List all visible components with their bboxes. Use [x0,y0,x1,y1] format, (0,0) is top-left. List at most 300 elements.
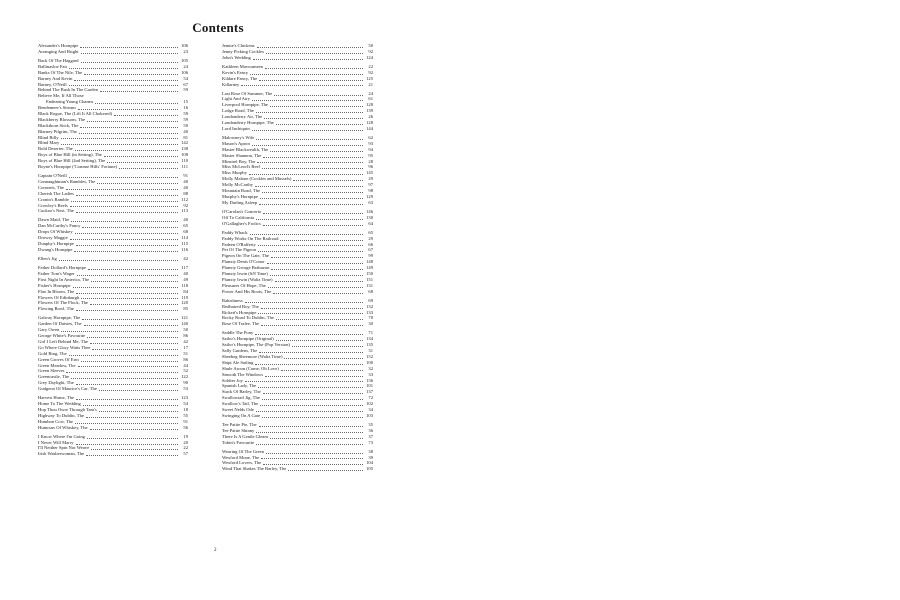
toc-entry-page: 62 [368,135,373,141]
toc-entry-page: 81 [183,134,188,140]
toc-entry-title: Arranging And Bright [38,48,79,54]
toc-group [222,449,373,473]
toc-entry-title: I'll Neither Spin Nor Weave [38,445,90,451]
toc-entry-page: 113 [181,208,188,214]
toc-dot-leader [99,385,178,391]
toc-entry-title: Harvest Home, The [38,395,75,401]
toc-entry-page: 29 [368,176,373,182]
toc-entry[interactable] [222,413,373,419]
toc-entry-page: 151 [366,276,373,282]
toc-entry-title: Barney, O'Neill [38,81,67,87]
toc-entry-page: 119 [181,294,188,300]
toc-entry-page: 128 [366,120,373,126]
toc-entry-title: Miss Murphy [222,170,247,176]
toc-entry[interactable] [222,200,373,206]
toc-entry-page: 40 [183,184,188,190]
toc-entry-title: Garden Of Daisies, The [38,321,82,327]
toc-entry-title: Boys of Blue Hill (in Setting), The [38,152,102,158]
toc-dot-leader [76,207,178,213]
toc-entry-page: 129 [366,193,373,199]
toc-entry-page: 105 [181,57,188,63]
toc-group [38,256,188,262]
toc-entry-title: Girl I Left Behind Me, The [38,338,88,344]
toc-entry-page: 108 [181,152,188,158]
toc-entry-title: I Know Where I'm Going [38,433,85,439]
toc-entry-page: 92 [368,69,373,75]
toc-dot-leader [90,424,178,430]
toc-group [38,395,188,430]
toc-entry-title: Father Tom's Wager [38,270,75,276]
toc-entry-page: 50 [183,327,188,333]
toc-entry-title: Irish Washerwoman, The [38,451,85,457]
toc-group [38,173,188,214]
toc-entry-title: Molly Malone (Cockles and Mussels) [222,176,292,182]
toc-entry-page: 110 [181,158,188,164]
left-column [38,43,188,460]
toc-group [38,218,188,253]
toc-entry-title: Power And His Boots, The [222,288,272,294]
toc-entry-page: 57 [183,451,188,457]
toc-entry-page: 21 [368,81,373,87]
toc-entry-page: 150 [366,270,373,276]
toc-dot-leader [261,320,363,326]
toc-entry-title: Flowing Bowl, The [38,306,74,312]
toc-entry-page: 115 [181,241,188,247]
toc-entry-title: Banks Of The Nile, The [38,69,83,75]
toc-entry-title: Last Rose Of Summer, The [222,90,273,96]
toc-dot-leader [262,412,363,418]
toc-group [222,64,373,88]
toc-entry-page: 56 [183,424,188,430]
toc-entry-title: Blind Mary [38,140,60,146]
toc-entry-page: 100 [366,359,373,365]
toc-entry-title: Rickett's Hornpipe [222,309,257,315]
toc-entry-title: Liverpool Hornpipe, The [222,102,268,108]
toc-entry-page: 33 [368,371,373,377]
toc-entry-page: 118 [181,282,188,288]
toc-entry-title: Wexford Mone, The [222,454,260,460]
toc-entry-title: Green Groves Of Erin [38,356,79,362]
toc-entry-title: Planxty Irwin (Waltz Time) [222,276,273,282]
toc-entry-page: 132 [366,303,373,309]
toc-group [38,43,188,55]
toc-group [222,135,373,206]
toc-entry-page: 18 [183,406,188,412]
toc-group [222,230,373,295]
toc-entry-title: Stack Of Barley, The [222,389,261,395]
toc-entry-title: Planxty Denis O'Conor [222,259,265,265]
toc-entry-page: 122 [181,374,188,380]
toc-entry-page: 114 [181,235,188,241]
toc-entry-title: Green Sleeves [38,368,65,374]
toc-entry-page: 50 [183,122,188,128]
toc-entry-title: There Is A Gentle Gleam [222,433,268,439]
toc-entry-title: Master Shannon, The [222,152,262,158]
toc-entry-title: Paddy Whack [222,229,248,235]
toc-entry-page: 28 [368,158,373,164]
toc-entry-page: 86 [183,356,188,362]
toc-entry-title: Boyne's Hornpipe ('Comme Hills' Fortune) [38,163,118,169]
toc-entry-title: Londonderry Hornpipe, The [222,120,274,126]
toc-entry-title: Captain O'Neill [38,173,67,179]
toc-entry-title: First Night In America, The [38,276,90,282]
toc-group [38,58,188,170]
toc-entry-title: Soldier Joy [222,377,243,383]
toc-entry-page: 106 [181,69,188,75]
toc-entry-page: 65 [183,223,188,229]
toc-dot-leader [241,80,363,86]
toc-entry-title: My Darling Asleep [222,199,258,205]
toc-entry-page: 73 [368,439,373,445]
toc-entry-page: 106 [181,42,188,48]
toc-entry[interactable] [222,126,373,132]
toc-entry-page: 51 [183,350,188,356]
toc-entry-title: Swallow's Tail, The [222,401,259,407]
toc-entry-title: Miss McLeod's Reel [222,164,260,170]
toc-entry-title: Sweet Nelds Ode [222,406,254,412]
toc-entry-title: Lodge Road, The [222,108,254,114]
toc-entry-title: Shipt Ale Sailing [222,359,254,365]
toc-entry-page: 40 [183,128,188,134]
toc-entry-page: 52 [183,368,188,374]
toc-entry-page: 32 [368,365,373,371]
toc-entry-page: 152 [366,353,373,359]
toc-entry-title: Gary Owen [38,327,60,333]
toc-dot-leader [86,450,178,456]
toc-entry-title: Tee Pattie Shinny [222,427,255,433]
toc-entry-page: 63 [368,199,373,205]
toc-entry-title: Paddy Works On The Railroad [222,235,279,241]
toc-entry-page: 88 [183,190,188,196]
toc-dot-leader [256,439,363,445]
page-number: 2 [214,548,217,553]
toc-entry-title: Mason's Apron [222,140,250,146]
toc-entry-page: 111 [181,163,188,169]
toc-entry-page: 85 [183,306,188,312]
toc-entry-page: 68 [368,288,373,294]
toc-group [38,265,188,312]
toc-entry-page: 34 [368,406,373,412]
toc-entry-title: Sailor's Hornpipe, The (Pop Version) [222,342,290,348]
toc-entry[interactable] [222,82,373,88]
toc-entry-page: 91 [183,418,188,424]
toc-entry-page: 39 [368,454,373,460]
toc-entry-title: Malowney's Wife [222,135,255,141]
toc-entry-title: Rose Of Tralee, The [222,321,260,327]
toc-entry-page: 139 [366,108,373,114]
toc-entry-page: 44 [183,362,188,368]
toc-entry-page: 130 [366,214,373,220]
toc-entry-title: Drops Of Whiskey [38,229,73,235]
toc-entry-title: Padeen O'Rafferty [222,241,256,247]
toc-entry-page: 93 [368,140,373,146]
toc-entry[interactable] [222,440,373,446]
toc-entry-title: Lord Inchiquin [222,125,250,131]
toc-entry[interactable] [38,256,188,262]
toc-entry[interactable] [38,49,188,55]
toc-entry-title: Londonderry Air, The [222,114,263,120]
toc-entry-page: 19 [183,433,188,439]
toc-dot-leader [74,246,178,252]
toc-entry-page: 91 [183,173,188,179]
toc-entry[interactable] [38,451,188,457]
toc-entry-page: 53 [183,386,188,392]
toc-entry-page: 96 [368,164,373,170]
toc-entry-title: Tee Pattie Pie, The [222,421,257,427]
toc-entry-page: 149 [366,265,373,271]
toc-entry-page: 131 [366,282,373,288]
toc-entry[interactable] [38,164,188,170]
toc-entry[interactable] [38,208,188,214]
toc-entry-title: Shule Aroon (Come, Oh Love) [222,365,279,371]
toc-entry-page: 121 [181,315,188,321]
toc-entry-page: 42 [183,256,188,262]
toc-dot-leader [259,199,363,205]
toc-entry-title: Mountain Road, The [222,188,261,194]
toc-entry-title: Grey Daylight, The [38,380,74,386]
toc-entry-title: Wind That Shakes The Barley, The [222,466,287,472]
toc-entry-title: Behind The Bush In The Garden [38,87,98,93]
toc-entry-page: 148 [366,259,373,265]
toc-entry[interactable] [38,306,188,312]
toc-entry-title: Murphy's Hornpipe [222,193,258,199]
toc-entry-page: 35 [368,421,373,427]
toc-entry-page: 116 [181,246,188,252]
toc-entry-title: Planxty Irwin (6/8 Time) [222,270,268,276]
toc-entry-title: Dawn Maid, The [38,217,70,223]
toc-entry-page: 23 [183,48,188,54]
toc-group [222,422,373,446]
toc-entry-page: 144 [366,125,373,131]
toc-entry-page: 22 [368,63,373,69]
toc-entry-title: Off To California [222,214,254,220]
toc-entry[interactable] [38,425,188,431]
toc-entry-title: Wearing Of The Green [222,448,265,454]
toc-dot-leader [252,125,363,131]
toc-entry-page: 94 [368,146,373,152]
toc-entry[interactable] [222,55,373,61]
toc-entry-page: 65 [368,229,373,235]
toc-entry-page: 55 [183,412,188,418]
toc-group [222,330,373,418]
toc-entry-title: Galway Hornpipe, The [38,315,81,321]
toc-entry[interactable] [222,221,373,227]
toc-group [38,315,188,392]
toc-entry-title: Alexander's Hornpipe [38,42,79,48]
toc-dot-leader [288,465,363,471]
toc-entry-page: 146 [366,208,373,214]
toc-dot-leader [119,163,178,169]
toc-entry-title: Crowley's Reels [38,202,68,208]
toc-entry-page: 66 [368,241,373,247]
toc-entry-title: Pleasures Of Hope, The [222,282,266,288]
toc-entry-title: John's Wedding [222,54,251,60]
toc-entry-title: Swinging On A Gate [222,412,261,418]
toc-entry-page: 40 [183,270,188,276]
toc-entry-page: 112 [181,196,188,202]
toc-entry-page: 17 [183,344,188,350]
toc-entry-page: 54 [183,401,188,407]
toc-entry-title: Endearing Young Charms [46,99,94,105]
toc-entry-title: Father Dollard's Hornpipe [38,265,87,271]
toc-entry-page: 42 [183,338,188,344]
right-column [222,43,373,475]
toc-entry-page: 67 [183,81,188,87]
toc-entry-page: 128 [366,102,373,108]
toc-entry-title: Smooth The Windows [222,371,263,377]
toc-entry-page: 124 [366,54,373,60]
toc-entry-page: 70 [368,315,373,321]
toc-entry-title: Boys of Blue Hill (2nd Setting), The [38,158,106,164]
toc-entry-title: Jennie's Chickens [222,42,255,48]
toc-group [222,298,373,327]
toc-entry-title: Rakishness [222,297,243,303]
toc-group [38,434,188,458]
toc-entry-title: Coronets, The [38,184,64,190]
toc-entry-title: Swallowtail Jig, The [222,395,260,401]
toc-group [222,43,373,61]
toc-entry[interactable] [38,247,188,253]
toc-entry-title: Saddle The Pony [222,330,254,336]
toc-entry-page: 54 [183,75,188,81]
toc-entry-page: 92 [368,48,373,54]
toc-entry-title: Humours Of Whiskey, The [38,424,88,430]
toc-entry-title: Gold Ring, The [38,350,67,356]
toc-entry-title: Kildare Fancy, The [222,75,258,81]
toc-entry-title: Kathleen Mavourneen [222,63,263,69]
toc-entry-title: Cronin's Ramble [38,196,69,202]
toc-entry-page: 31 [368,348,373,354]
toc-entry-page: 30 [368,321,373,327]
toc-entry-page: 92 [183,202,188,208]
toc-entry-page: 90 [183,380,188,386]
toc-entry-page: 117 [181,265,188,271]
toc-entry-title: Flowers Of The Flock, The [38,300,88,306]
toc-entry-title: Dwang's Hornpipe [38,246,73,252]
toc-entry-page: 24 [183,63,188,69]
toc-entry-title: Highway To Dublin, The [38,412,84,418]
toc-entry-title: Jenny Picking Cockles [222,48,264,54]
toc-entry[interactable] [38,386,188,392]
toc-entry-title: Believe Me, If All Those [38,93,84,99]
toc-entry-title: Greencastle, The [38,374,70,380]
toc-entry-title: Tobin's Favourite [222,439,255,445]
toc-entry-page: 102 [366,401,373,407]
toc-entry-page: 59 [183,110,188,116]
toc-entry-title: Dunphy's Hornpipe [38,241,74,247]
toc-entry-page: 133 [366,309,373,315]
toc-dot-leader [100,86,178,92]
toc-entry-title: Light And Airy [222,96,251,102]
toc-dot-leader [81,48,178,54]
toc-entry-title: Cuckoo's Nest, The [38,208,74,214]
toc-entry-title: Go Where Glory Waits Thee [38,344,91,350]
toc-entry[interactable] [222,289,373,295]
toc-entry-title: Sheebeg Sheemore (Waltz Time) [222,353,283,359]
toc-entry-page: 98 [368,188,373,194]
toc-entry-title: Home To The Wedding [38,401,81,407]
toc-entry-page: 38 [368,448,373,454]
toc-entry-page: 15 [183,99,188,105]
toc-entry-title: Wexford Lovers, The [222,460,262,466]
toc-entry-title: Green Meadow, The [38,362,76,368]
toc-entry-title: Flax In Bloom, The [38,288,75,294]
toc-entry-page: 145 [366,170,373,176]
toc-entry-title: Bendemeer's Stream [38,105,76,111]
toc-entry-title: Spanish Lady, The [222,383,257,389]
toc-entry-page: 97 [368,182,373,188]
toc-entry-page: 95 [368,152,373,158]
toc-entry-page: 140 [181,321,188,327]
toc-entry-title: Pet Of The Pigeon [222,247,256,253]
toc-entry-page: 59 [183,116,188,122]
toc-entry-page: 72 [368,395,373,401]
toc-entry-page: 40 [183,217,188,223]
toc-entry-page: 69 [368,297,373,303]
page-title: Contents [192,20,244,35]
toc-entry-title: Pigeon On The Gate, The [222,253,269,259]
toc-entry-page: 101 [366,383,373,389]
toc-entry-page: 86 [183,333,188,339]
toc-entry-page: 59 [183,87,188,93]
toc-entry-page: 49 [183,276,188,282]
toc-entry-page: 68 [183,229,188,235]
toc-entry-title: George White's Favourite [38,333,86,339]
toc-group [222,91,373,132]
toc-entry-title: Planxty George Brabazon [222,265,270,271]
toc-entry-title: Bold Deserter, The [38,146,73,152]
toc-entry[interactable] [222,321,373,327]
toc-entry-title: Rocky Road To Dublin, The [222,315,274,321]
toc-entry-title: Redhaired Boy, The [222,303,259,309]
toc-entry-page: 20 [183,439,188,445]
toc-entry-page: 37 [368,433,373,439]
toc-entry-page: 26 [368,114,373,120]
toc-entry-title: Sally Gardens, The [222,348,258,354]
toc-entry-page: 103 [366,412,373,418]
toc-entry-title: Killarney [222,81,240,87]
toc-entry-title: Blackthorn Stick, The [38,122,79,128]
toc-entry-page: 136 [366,377,373,383]
toc-entry-title: Fisher's Hornpipe [38,282,71,288]
toc-entry-title: Ellen's Jig [38,256,57,262]
toc-entry-title: Flowers Of Edinburgh [38,294,80,300]
toc-entry-page: 135 [366,342,373,348]
toc-entry-page: 104 [366,460,373,466]
toc-entry-page: 99 [368,253,373,259]
toc-entry-title: Blarney Pilgrim, The [38,128,77,134]
toc-entry[interactable] [222,466,373,472]
toc-entry-title: Gudgeon Of Maurice's Car, The [38,386,97,392]
toc-entry-title: Ballinasloe Fair [38,63,68,69]
toc-entry-page: 120 [181,300,188,306]
toc-entry-title: Drowsy Maggie [38,235,68,241]
toc-entry-title: Connaughtman's Rambles, The [38,178,96,184]
toc-entry-page: 125 [366,75,373,81]
toc-entry-page: 64 [368,220,373,226]
toc-dot-leader [253,54,363,60]
toc-entry-title: Sailor's Hornpipe (Original) [222,336,274,342]
toc-entry-page: 134 [366,336,373,342]
toc-entry-page: 50 [368,42,373,48]
toc-entry-page: 67 [368,247,373,253]
toc-entry-page: 138 [181,146,188,152]
toc-entry-page: 16 [183,105,188,111]
toc-entry-title: Back Of The Haggard [38,57,79,63]
toc-entry-page: 123 [181,395,188,401]
toc-entry-title: Dan McCarthy's Fancy [38,223,81,229]
toc-entry-page: 84 [183,288,188,294]
